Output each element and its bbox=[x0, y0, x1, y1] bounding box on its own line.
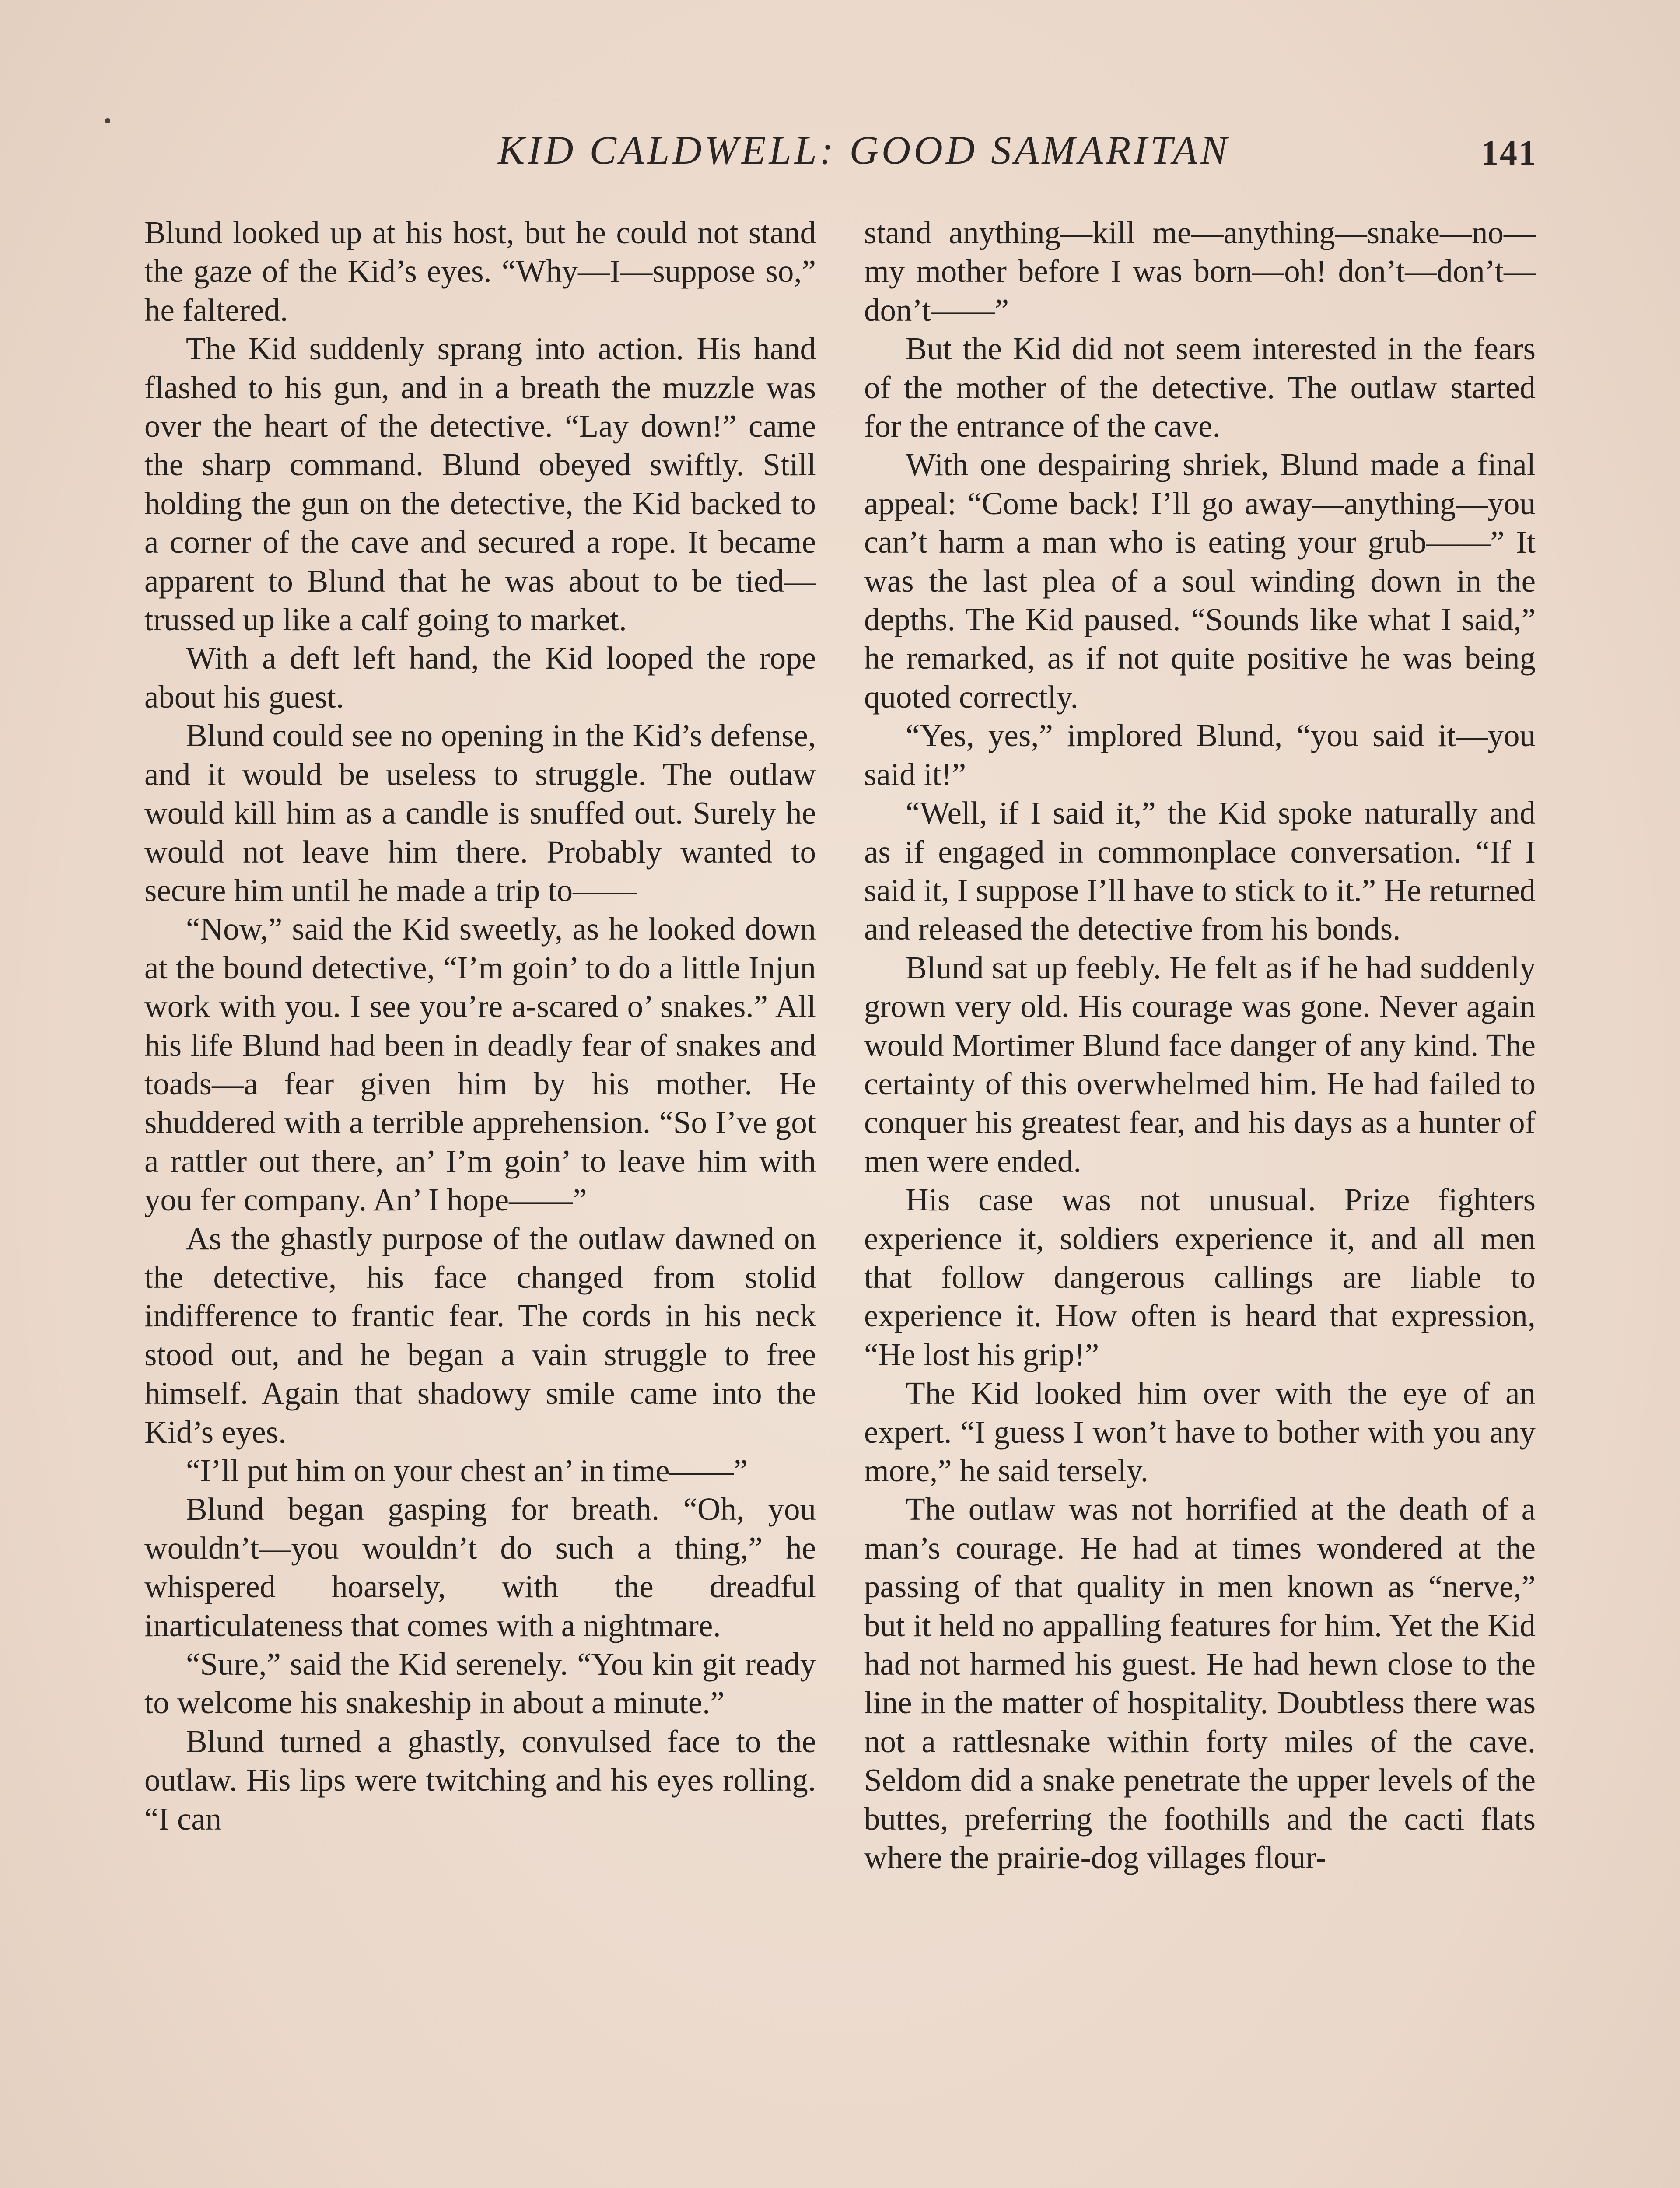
paragraph: Blund looked up at his host, but he could not stand the gaze of the Kid’s eyes. “Why—I—suppose so,” he faltered. bbox=[144, 215, 816, 328]
paragraph: The Kid looked him over with the eye of an expert. “I guess I won’t have to bother with you any more,” he said tersely. bbox=[864, 1375, 1536, 1488]
paragraph: Blund could see no opening in the Kid’s defense, and it would be useless to struggle. The outlaw would kill him as a candle is snuffed out. Surely he would not leave him there. Probably wanted to secure him until he made a trip to—— bbox=[144, 718, 816, 908]
paragraph: Blund sat up feebly. He felt as if he had suddenly grown very old. His courage was gone. Never again would Mortimer Blund face danger of any kind. The certainty of this overwhelmed him. He had failed to conquer his greatest fear, and his days as a hunter of men were ended. bbox=[864, 950, 1536, 1179]
paragraph: “I’ll put him on your chest an’ in time——” bbox=[186, 1453, 748, 1488]
paragraph: “Well, if I said it,” the Kid spoke naturally and as if engaged in commonplace conversation. “If I said it, I suppose I’ll have to stick to it.” He returned and released the detective from his bonds. bbox=[864, 795, 1536, 947]
paragraph: “Sure,” said the Kid serenely. “You kin git ready to welcome his snakeship in about a minute.” bbox=[144, 1646, 816, 1721]
paragraph: Blund turned a ghastly, convulsed face to the outlaw. His lips were twitching and his eyes rolling. “I can bbox=[144, 1723, 816, 1837]
paragraph: The Kid suddenly sprang into action. His hand flashed to his gun, and in a breath the muzzle was over the heart of the detective. “Lay down!” came the sharp command. Blund obeyed swiftly. Still holding the gun on the detective, the Kid backed to a corner of the cave and secured a rope. It became apparent to Blund that he was about to be tied—trussed up like a calf going to market. bbox=[144, 331, 816, 638]
running-head-title: KID CALDWELL: GOOD SAMARITAN bbox=[498, 128, 1230, 172]
paragraph: “Now,” said the Kid sweetly, as he looked down at the bound detective, “I’m goin’ to do a little Injun work with you. I see you’re a-scared o’ snakes.” All his life Blund had been in deadly fear of snakes and toads—a fear given him by his mother. He shuddered with a terrible apprehension. “So I’ve got a rattler out there, an’ I’m goin’ to leave him with you fer company. An’ I hope——” bbox=[144, 911, 816, 1218]
paragraph: Blund began gasping for breath. “Oh, you wouldn’t—you wouldn’t do such a thing,” he whispered hoarsely, with the dreadful inarticulateness that comes with a nightmare. bbox=[144, 1491, 816, 1643]
paragraph: As the ghastly purpose of the outlaw dawned on the detective, his face changed from stolid indifference to frantic fear. The cords in his neck stood out, and he began a vain struggle to free himself. Again that shadowy smile came into the Kid’s eyes. bbox=[144, 1220, 816, 1450]
paragraph: “Yes, yes,” implored Blund, “you said it—you said it!” bbox=[864, 718, 1536, 792]
left-text-column bbox=[144, 214, 816, 1838]
paragraph: The outlaw was not horrified at the death of a man’s courage. He had at times wondered at the passing of that quality in men known as “nerve,” but it held no appalling features for him. Yet the Kid had not harmed his guest. He had hewn close to the line in the matter of hospitality. Doubtless there was not a rattlesnake within forty miles of the cave. Seldom did a snake penetrate the upper levels of the buttes, preferring the foothills and the cacti flats where the prairie-dog villages flour- bbox=[864, 1491, 1536, 1876]
paragraph: With one despairing shriek, Blund made a final appeal: “Come back! I’ll go away—anything—you can’t harm a man who is eating your grub——” It was the last plea of a soul winding down in the depths. The Kid paused. “Sounds like what I said,” he remarked, as if not quite positive he was being quoted correctly. bbox=[864, 447, 1536, 715]
paper-speck bbox=[105, 118, 110, 123]
paragraph: His case was not unusual. Prize fighters experience it, soldiers experience it, and all men that follow dangerous callings are liable to experience it. How often is heard that expression, “He lost his grip!” bbox=[864, 1182, 1536, 1372]
page-number: 141 bbox=[1481, 134, 1537, 172]
paragraph: stand anything—kill me—anything—snake—no—my mother before I was born—oh! don’t—don’t—don’t——” bbox=[864, 215, 1536, 328]
right-text-column bbox=[864, 214, 1536, 1877]
paragraph: But the Kid did not seem interested in the fears of the mother of the detective. The outlaw started for the entrance of the cave. bbox=[864, 331, 1536, 444]
paragraph: With a deft left hand, the Kid looped the rope about his guest. bbox=[144, 640, 816, 715]
